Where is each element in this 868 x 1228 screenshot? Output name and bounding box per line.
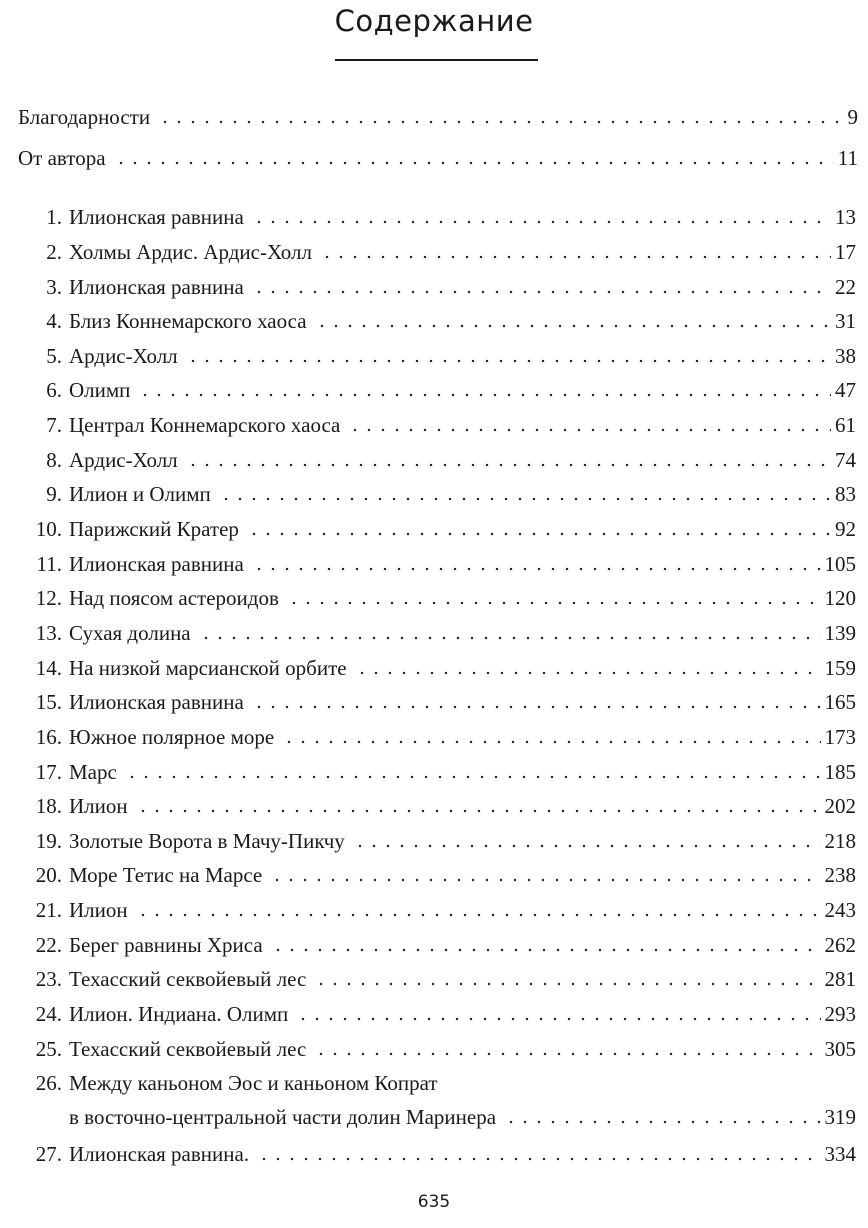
chapter-number: 9. bbox=[46, 482, 62, 506]
toc-entry-from-author[interactable] bbox=[18, 137, 858, 171]
toc-entry-page: 83 bbox=[835, 482, 856, 506]
dot-leader bbox=[314, 1052, 820, 1056]
dot-leader bbox=[186, 359, 831, 363]
toc-entry-label: Илион и Олимп bbox=[69, 482, 211, 506]
toc-entry-chapter[interactable] bbox=[16, 612, 856, 646]
toc-entry-chapter[interactable] bbox=[16, 1028, 856, 1062]
dot-leader bbox=[271, 948, 821, 952]
chapter-number: 24. bbox=[35, 1002, 62, 1026]
toc-entry-chapter[interactable] bbox=[16, 508, 856, 542]
toc-entry-chapter[interactable] bbox=[16, 889, 856, 923]
chapter-number: 23. bbox=[35, 967, 62, 991]
toc-entry-label: Сухая долина bbox=[69, 621, 191, 645]
toc-entry-chapter[interactable] bbox=[16, 473, 856, 507]
toc-entry-label: Южное полярное море bbox=[69, 725, 275, 749]
dot-leader bbox=[125, 775, 821, 779]
chapter-number: 18. bbox=[35, 794, 62, 818]
toc-entry-page: 120 bbox=[824, 586, 856, 610]
toc-entry-label: Илионская равнина bbox=[69, 205, 244, 229]
chapter-number: 15. bbox=[35, 690, 62, 714]
toc-entry-label: Илионская равнина bbox=[69, 690, 244, 714]
toc-entry-chapter[interactable] bbox=[16, 924, 856, 958]
chapter-number: 27. bbox=[35, 1142, 62, 1166]
dot-leader bbox=[158, 120, 843, 124]
toc-entry-chapter[interactable] bbox=[16, 196, 856, 230]
toc-entry-page: 139 bbox=[824, 621, 856, 645]
chapter-number: 17. bbox=[35, 760, 62, 784]
toc-entry-label: Ардис-Холл bbox=[69, 344, 178, 368]
dot-leader bbox=[314, 982, 820, 986]
chapter-number: 19. bbox=[35, 829, 62, 853]
toc-entry-page: 11 bbox=[837, 146, 858, 170]
toc-entry-label-line1: Между каньоном Эос и каньоном Копрат bbox=[69, 1071, 438, 1095]
dot-leader bbox=[270, 878, 820, 882]
chapter-number: 21. bbox=[35, 898, 62, 922]
toc-entry-label: Благодарности bbox=[18, 105, 151, 129]
dot-leader bbox=[252, 567, 821, 571]
toc-entry-chapter[interactable] bbox=[16, 785, 856, 819]
page-number: 635 bbox=[417, 1192, 451, 1212]
toc-entry-page: 319 bbox=[824, 1105, 856, 1129]
toc-entry-label: Техасский секвойевый лес bbox=[69, 967, 307, 991]
dot-leader bbox=[199, 636, 821, 640]
dot-leader bbox=[315, 324, 831, 328]
toc-entry-page: 305 bbox=[824, 1037, 856, 1061]
chapter-number: 20. bbox=[35, 863, 62, 887]
chapter-number: 10. bbox=[35, 517, 62, 541]
toc-entry-label: Илионская равнина. bbox=[69, 1142, 250, 1166]
chapter-number: 12. bbox=[35, 586, 62, 610]
toc-entry-label: Марс bbox=[69, 760, 117, 784]
toc-entry-label: Ардис-Холл bbox=[69, 448, 178, 472]
dot-leader bbox=[252, 290, 831, 294]
title-underline bbox=[335, 59, 538, 61]
toc-entry-label: Олимп bbox=[69, 378, 131, 402]
toc-entry-label: Техасский секвойевый лес bbox=[69, 1037, 307, 1061]
dot-leader bbox=[252, 705, 821, 709]
toc-entry-label: Море Тетис на Марсе bbox=[69, 863, 263, 887]
toc-entry-chapter[interactable] bbox=[16, 266, 856, 300]
dot-leader bbox=[504, 1120, 820, 1124]
chapter-number: 13. bbox=[35, 621, 62, 645]
dot-leader bbox=[257, 1157, 820, 1161]
chapter-number: 8. bbox=[46, 448, 62, 472]
toc-entry-page: 92 bbox=[835, 517, 856, 541]
page-title: Содержание bbox=[334, 4, 534, 38]
toc-entry-label: Холмы Ардис. Ардис-Холл bbox=[69, 240, 312, 264]
toc-entry-chapter[interactable] bbox=[16, 716, 856, 750]
chapter-number: 2. bbox=[46, 240, 62, 264]
toc-entry-label: Централ Коннемарского хаоса bbox=[69, 413, 341, 437]
toc-entry-chapter[interactable] bbox=[16, 300, 856, 334]
chapter-number: 3. bbox=[46, 275, 62, 299]
toc-entry-page: 105 bbox=[824, 552, 856, 576]
toc-entry-chapter[interactable] bbox=[16, 577, 856, 611]
toc-entry-page: 218 bbox=[824, 829, 856, 853]
toc-entry-label: Над поясом астероидов bbox=[69, 586, 279, 610]
dot-leader bbox=[136, 913, 821, 917]
toc-entry-label: Близ Коннемарского хаоса bbox=[69, 309, 307, 333]
toc-entry-page: 9 bbox=[847, 105, 858, 129]
toc-entry-chapter[interactable] bbox=[16, 231, 856, 265]
toc-entry-page: 243 bbox=[824, 898, 856, 922]
toc-entry-page: 202 bbox=[824, 794, 856, 818]
toc-entry-label: Илион bbox=[69, 898, 128, 922]
toc-entry-page: 22 bbox=[835, 275, 856, 299]
dot-leader bbox=[348, 428, 831, 432]
toc-entry-page: 159 bbox=[824, 656, 856, 680]
dot-leader bbox=[247, 532, 831, 536]
toc-entry-page: 13 bbox=[835, 205, 856, 229]
toc-entry-chapter-26[interactable] bbox=[16, 1066, 856, 1130]
toc-entry-chapter-27[interactable] bbox=[16, 1133, 856, 1167]
dot-leader bbox=[252, 220, 831, 224]
toc-entry-label: Илион bbox=[69, 794, 128, 818]
chapter-number: 14. bbox=[35, 656, 62, 680]
chapter-number: 16. bbox=[35, 725, 62, 749]
toc-entry-acknowledgements[interactable] bbox=[18, 96, 858, 130]
toc-entry-page: 262 bbox=[824, 933, 856, 957]
toc-entry-page: 334 bbox=[824, 1142, 856, 1166]
toc-entry-label: Берег равнины Хриса bbox=[69, 933, 263, 957]
toc-entry-page: 17 bbox=[835, 240, 856, 264]
toc-entry-chapter[interactable] bbox=[16, 751, 856, 785]
toc-entry-page: 38 bbox=[835, 344, 856, 368]
toc-entry-label: Илион. Индиана. Олимп bbox=[69, 1002, 289, 1026]
toc-entry-page: 173 bbox=[824, 725, 856, 749]
toc-entry-page: 165 bbox=[824, 690, 856, 714]
toc-entry-chapter[interactable] bbox=[16, 681, 856, 715]
toc-entry-page: 293 bbox=[824, 1002, 856, 1026]
dot-leader bbox=[219, 497, 831, 501]
chapter-number: 5. bbox=[46, 344, 62, 368]
dot-leader bbox=[355, 671, 821, 675]
toc-entry-label-line2: в восточно-центральной части долин Маринера bbox=[69, 1105, 497, 1129]
toc-entry-page: 238 bbox=[824, 863, 856, 887]
toc-entry-label: Золотые Ворота в Мачу-Пикчу bbox=[69, 829, 345, 853]
toc-entry-chapter[interactable] bbox=[16, 439, 856, 473]
toc-entry-label: От автора bbox=[18, 146, 106, 170]
toc-entry-chapter[interactable] bbox=[16, 369, 856, 403]
toc-entry-page: 47 bbox=[835, 378, 856, 402]
chapter-number: 26. bbox=[35, 1071, 62, 1095]
dot-leader bbox=[320, 255, 831, 259]
dot-leader bbox=[114, 161, 834, 165]
toc-entry-chapter[interactable] bbox=[16, 958, 856, 992]
dot-leader bbox=[353, 844, 821, 848]
toc-entry-chapter[interactable] bbox=[16, 404, 856, 438]
dot-leader bbox=[282, 740, 820, 744]
toc-entry-page: 61 bbox=[835, 413, 856, 437]
toc-entry-chapter[interactable] bbox=[16, 854, 856, 888]
chapter-number: 6. bbox=[46, 378, 62, 402]
toc-entry-label: Парижский Кратер bbox=[69, 517, 239, 541]
toc-entry-chapter[interactable] bbox=[16, 335, 856, 369]
toc-entry-label: На низкой марсианской орбите bbox=[69, 656, 347, 680]
chapter-number: 25. bbox=[35, 1037, 62, 1061]
toc-entry-label: Илионская равнина bbox=[69, 552, 244, 576]
toc-entry-chapter[interactable] bbox=[16, 993, 856, 1027]
toc-entry-chapter[interactable] bbox=[16, 543, 856, 577]
dot-leader bbox=[136, 809, 821, 813]
toc-entry-page: 185 bbox=[824, 760, 856, 784]
toc-entry-chapter[interactable] bbox=[16, 647, 856, 681]
toc-entry-page: 281 bbox=[824, 967, 856, 991]
dot-leader bbox=[296, 1017, 820, 1021]
chapter-number: 7. bbox=[46, 413, 62, 437]
chapter-number: 4. bbox=[46, 309, 62, 333]
chapter-number: 1. bbox=[46, 205, 62, 229]
dot-leader bbox=[186, 463, 831, 467]
toc-entry-page: 31 bbox=[835, 309, 856, 333]
toc-entry-label: Илионская равнина bbox=[69, 275, 244, 299]
chapter-number: 22. bbox=[35, 933, 62, 957]
dot-leader bbox=[138, 393, 831, 397]
toc-entry-chapter[interactable] bbox=[16, 820, 856, 854]
chapter-number: 11. bbox=[36, 552, 62, 576]
dot-leader bbox=[287, 601, 821, 605]
toc-entry-page: 74 bbox=[835, 448, 856, 472]
